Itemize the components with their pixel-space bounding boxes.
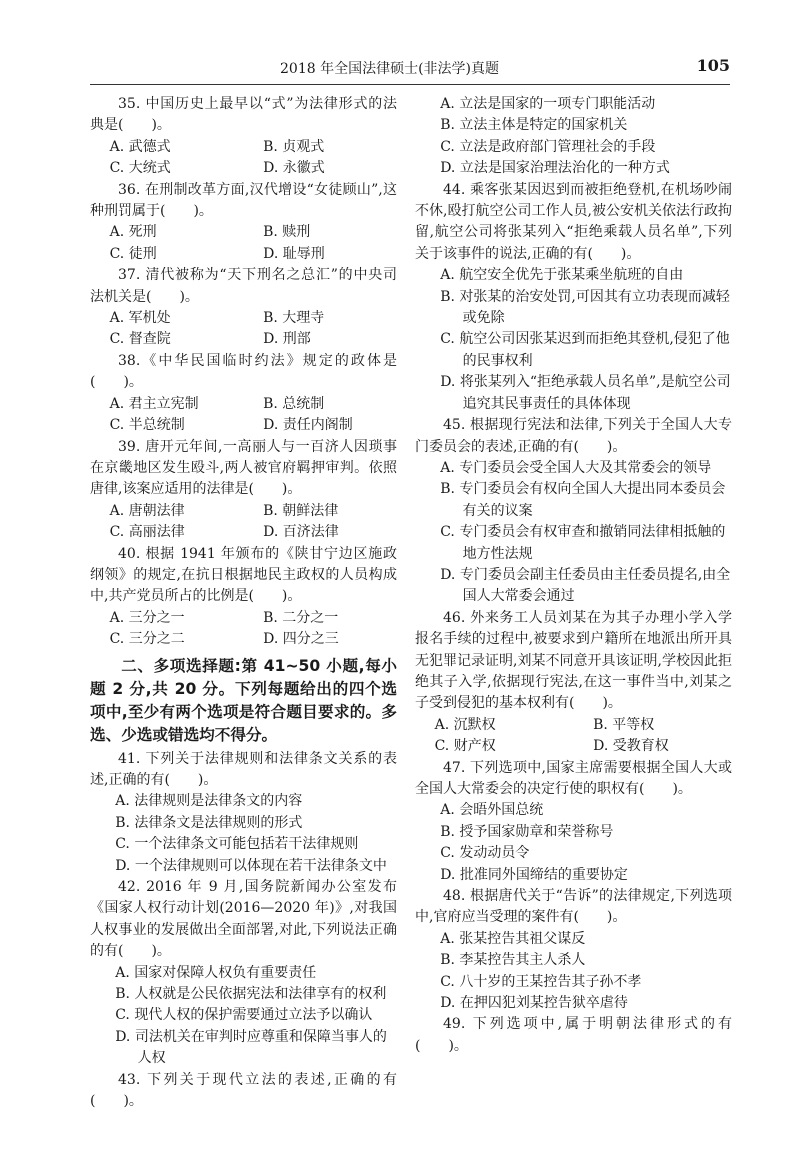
left-column: [90, 94, 397, 1112]
option-a: A. 死刑: [109, 224, 157, 241]
option-a: A. 法律规则是法律条文的内容: [115, 793, 303, 810]
question-44: [415, 180, 732, 415]
question-48: [415, 886, 732, 1014]
question-text: 36. 在刑制改革方面,汉代增设“女徒顾山”,这种刑罚属于( )。: [90, 181, 397, 220]
question-text: 45. 根据现行宪法和法律,下列关于全国人大专门委员会的表述,正确的有( )。: [415, 417, 732, 455]
option-b: B. 贞观式: [263, 138, 325, 155]
question-text: 35. 中国历史上最早以“式”为法律形式的法典是( )。: [90, 96, 397, 134]
option-b: B. 平等权: [593, 716, 655, 733]
option-a: A. 立法是国家的一项专门职能活动: [440, 96, 656, 112]
question-41: [90, 749, 397, 877]
question-39: [90, 437, 397, 544]
option-b: B. 大理寺: [263, 310, 325, 327]
option-d: D. 四分之三: [263, 631, 339, 648]
option-b: B. 赎刑: [263, 224, 311, 241]
option-c: C. 航空公司因张某迟到而拒绝其登机,侵犯了他的民事权利: [440, 331, 730, 369]
question-text: 37. 清代被称为“天下刑名之总汇”的中央司法机关是( )。: [90, 267, 397, 305]
option-c: C. 半总统制: [109, 417, 185, 434]
question-text: 49. 下列选项中,属于明朝法律形式的有( )。: [415, 1016, 732, 1054]
option-a: A. 军机处: [109, 310, 171, 327]
option-b: B. 对张某的治安处罚,可因其有立功表现而减轻或免除: [440, 288, 730, 327]
option-a: A. 君主立宪制: [109, 395, 199, 412]
option-a: A. 沉默权: [434, 716, 496, 733]
question-37: [90, 265, 397, 351]
option-a: A. 会晤外国总统: [440, 802, 544, 819]
question-text: 39. 唐开元年间,一高丽人与一百济人因琐事在京畿地区发生殴斗,两人被官府羁押审判。依照唐律,该案应适用的法律是( )。: [90, 438, 397, 498]
question-text: 47. 下列选项中,国家主席需要根据全国人大或全国人大常委会的决定行使的职权有( )。: [415, 759, 732, 797]
question-40: [90, 544, 397, 651]
header-rule: [90, 84, 730, 85]
option-c: C. 督查院: [109, 331, 171, 348]
question-text: 46. 外来务工人员刘某在为其子办理小学入学报名手续的过程中,被要求到户籍所在地派出所开具无犯罪记录证明,刘某不同意开具该证明,学校因此拒绝其子入学,依据现行宪法,在这一事件当中,刘某之子受到侵犯的基本权利有( )。: [415, 609, 732, 712]
option-d: D. 司法机关在审判时应尊重和保障当事人的人权: [115, 1028, 387, 1067]
option-c: C. 现代人权的保护需要通过立法予以确认: [115, 1007, 373, 1024]
option-b: B. 朝鲜法律: [263, 502, 339, 519]
question-43-options: [415, 94, 732, 180]
option-a: A. 张某控告其祖父谋反: [440, 930, 586, 947]
option-d: D. 在押囚犯刘某控告狱卒虐待: [440, 995, 628, 1012]
option-c: C. 专门委员会有权审查和撤销同法律相抵触的地方性法规: [440, 524, 726, 562]
option-d: D. 一个法律规则可以体现在若干法律条文中: [115, 857, 387, 874]
option-d: D. 专门委员会副主任委员由主任委员提名,由全国人大常委会通过: [440, 566, 731, 605]
question-text: 43. 下列关于现代立法的表述,正确的有( )。: [90, 1071, 397, 1110]
question-text: 42. 2016 年 9 月,国务院新闻办公室发布《国家人权行动计划(2016—2020 年)》,对我国人权事业的发展做出全面部署,对此,下列说法正确的有( )。: [90, 879, 397, 960]
question-42: [90, 877, 397, 1070]
option-b: B. 人权就是公民依据宪法和法律享有的权利: [115, 986, 387, 1003]
question-49: [415, 1014, 732, 1057]
option-d: D. 百济法律: [263, 524, 339, 541]
header-title: 2018 年全国法律硕士(非法学)真题: [280, 61, 500, 77]
option-d: D. 永徽式: [263, 160, 325, 177]
option-c: C. 立法是政府部门管理社会的手段: [440, 138, 656, 155]
option-b: B. 法律条文是法律规则的形式: [115, 814, 303, 831]
option-c: C. 高丽法律: [109, 524, 185, 541]
question-43: [90, 1070, 397, 1113]
question-46: [415, 608, 732, 758]
option-c: C. 发动动员令: [440, 845, 530, 862]
question-text: 38.《中华民国临时约法》规定的政体是( )。: [90, 352, 397, 391]
question-text: 44. 乘客张某因迟到而被拒绝登机,在机场吵闹不休,殴打航空公司工作人员,被公安机关依法行政拘留,航空公司将张某列入“拒绝乘载人员名单”,下列关于该事件的说法,正确的有( )。: [415, 181, 732, 262]
option-c: C. 一个法律条文可能包括若干法律规则: [115, 836, 359, 853]
question-text: 40. 根据 1941 年颁布的《陕甘宁边区施政纲领》的规定,在抗日根据地民主政权的人员构成中,共产党员所占的比例是( )。: [90, 545, 397, 605]
question-38: [90, 351, 397, 437]
question-45: [415, 415, 732, 608]
option-d: D. 受教育权: [593, 738, 669, 755]
section-heading-multiple-choice: 二、多项选择题:第 41~50 小题,每小题 2 分,共 20 分。下列每题给出的四个选项中,至少有两个选项是符合题目要求的。多选、少选或错选均不得分。: [90, 656, 397, 744]
option-d: D. 立法是国家治理法治化的一种方式: [440, 160, 670, 177]
question-35: [90, 94, 397, 180]
option-b: B. 授予国家勋章和荣誉称号: [440, 823, 614, 840]
option-a: A. 航空安全优先于张某乘坐航班的自由: [440, 267, 684, 284]
option-b: B. 李某控告其主人杀人: [440, 952, 586, 969]
option-b: B. 专门委员会有权向全国人大提出同本委员会有关的议案: [440, 481, 726, 519]
option-b: B. 二分之一: [263, 609, 339, 626]
option-c: C. 徒刑: [109, 245, 157, 262]
option-d: D. 刑部: [263, 331, 311, 348]
option-c: C. 八十岁的王某控告其子孙不孝: [440, 973, 642, 990]
option-c: C. 财产权: [434, 738, 496, 755]
option-a: A. 专门委员会受全国人大及其常委会的领导: [440, 459, 712, 476]
option-d: D. 耻辱刑: [263, 245, 325, 262]
question-36: [90, 180, 397, 266]
right-column: [415, 94, 732, 1057]
option-b: B. 总统制: [263, 395, 325, 412]
question-47: [415, 758, 732, 886]
page-header: [90, 58, 730, 82]
page-number: 105: [696, 56, 730, 75]
option-d: D. 批准同外国缔结的重要协定: [440, 866, 628, 883]
option-a: A. 武德式: [109, 138, 171, 155]
question-text: 41. 下列关于法律规则和法律条文关系的表述,正确的有( )。: [90, 750, 397, 788]
option-b: B. 立法主体是特定的国家机关: [440, 117, 628, 134]
option-a: A. 国家对保障人权负有重要责任: [115, 964, 317, 981]
option-c: C. 三分之二: [109, 631, 185, 648]
option-a: A. 三分之一: [109, 609, 185, 626]
option-c: C. 大统式: [109, 160, 171, 177]
option-a: A. 唐朝法律: [109, 502, 185, 519]
option-d: D. 将张某列入“拒绝承载人员名单”,是航空公司追究其民事责任的具体体现: [440, 374, 731, 412]
question-text: 48. 根据唐代关于“告诉”的法律规定,下列选项中,官府应当受理的案件有( )。: [415, 888, 732, 926]
option-d: D. 责任内阁制: [263, 417, 353, 434]
